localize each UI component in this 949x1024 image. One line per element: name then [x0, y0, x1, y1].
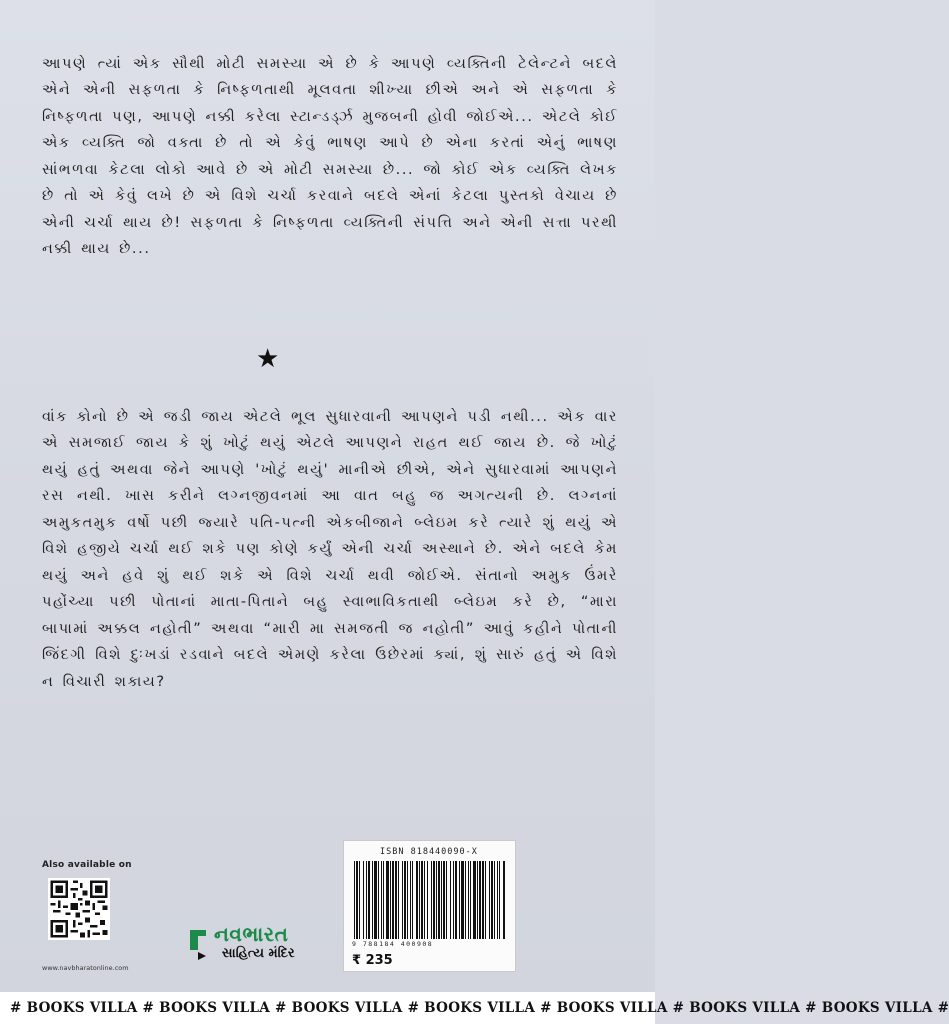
isbn-label: ISBN 818440090-X [380, 847, 478, 857]
blurb-paragraph-2: વાંક કોનો છે એ જડી જાય એટલે ભૂલ સુધારવાની આપણને પડી નથી... એક વાર એ સમજાઈ જાય કે શું ખોટું થયું એટલે આપણને રાહત થઈ જાય છે. જે ખોટું થયું હતું અથવા જેને આપણે 'ખોટું થયું' માનીએ છીએ, એને સુધારવામાં આપણને રસ નથી. ખાસ કરીને લગ્નજીવનમાં આ વાત બહુ જ અગત્યની છે. લગ્નનાં અમુકતમુક વર્ષો પછી જ્યારે પતિ-પત્ની એકબીજાને બ્લેઇમ કરે ત્યારે શું થયું એ વિશે હજીયે ચર્ચા થઈ શકે પણ કોણે કર્યું એની ચર્ચા અસ્થાને છે. એને બદલે કેમ થયું અને હવે શું થઈ શકે એ વિશે ચર્ચા થવી જોઈએ. સંતાનો અમુક ઉંમરે પહોંચ્યા પછી પોતાનાં માતા-પિતાને બહુ સ્વાભાવિકતાથી બ્લેઇમ કરે છે, “મારા બાપામાં અક્કલ નહોતી” અથવા “મારી મા સમજતી જ નહોતી” આવું કહીને પોતાની જિંદગી વિશે દુઃખડાં રડવાને બદલે એમણે કરેલા ઉછેરમાં ક્યાં, શું સારું હતું એ વિશે ન વિચારી શકાય? [42, 408, 618, 690]
watermark-text: # BOOKS VILLA # BOOKS VILLA # BOOKS VILLA # BOOKS VILLA # BOOKS VILLA # BOOKS VILLA # BOOKS VILLA # [10, 1000, 949, 1016]
publisher-subtitle: સાહિત્ય મંદિર [222, 946, 295, 961]
barcode-icon [352, 861, 508, 939]
blurb-paragraph-1: આપણે ત્યાં એક સૌથી મોટી સમસ્યા એ છે કે આપણે વ્યક્તિની ટેલેન્ટને બદલે એને એની સફળતા કે નિષ્ફળતાથી મૂલવતા શીખ્યા છીએ અને એ સફળતા કે નિષ્ફળતા પણ, આપણે નક્કી કરેલા સ્ટાન્ડર્ડ્ઝ મુજબની હોવી જોઈએ... એટલે કોઈ એક વ્યક્તિ જો વક્તા છે તો એ કેવું ભાષણ આપે છે એના કરતાં એનું ભાષણ સાંભળવા કેટલા લોકો આવે છે એ મોટી સમસ્યા છે... જો કોઈ એક વ્યક્તિ લેખક છે તો એ કેવું લખે છે એ વિશે ચર્ચા કરવાને બદલે એનાં કેટલા પુસ્તકો વેચાય છે એની ચર્ચા થાય છે! સફળતા કે નિષ્ફળતા વ્યક્તિની સંપત્તિ અને એની સત્તા પરથી નક્કી થાય છે... [42, 55, 618, 257]
star-separator-icon: ★ [256, 344, 280, 374]
publisher-logo [186, 922, 326, 968]
publisher-name: નવભારત [214, 922, 289, 946]
publisher-mark-icon [186, 926, 210, 960]
qr-code-icon[interactable] [48, 878, 110, 940]
qr-block [42, 860, 138, 972]
watermark-strip [0, 992, 949, 1024]
website-url: www.navbharatonline.com [42, 964, 129, 972]
barcode-digits: 9 788184 400908 [352, 940, 434, 948]
qr-label: Also available on [42, 860, 132, 870]
barcode-box [343, 840, 516, 972]
price-label: ₹ 235 [352, 953, 393, 968]
